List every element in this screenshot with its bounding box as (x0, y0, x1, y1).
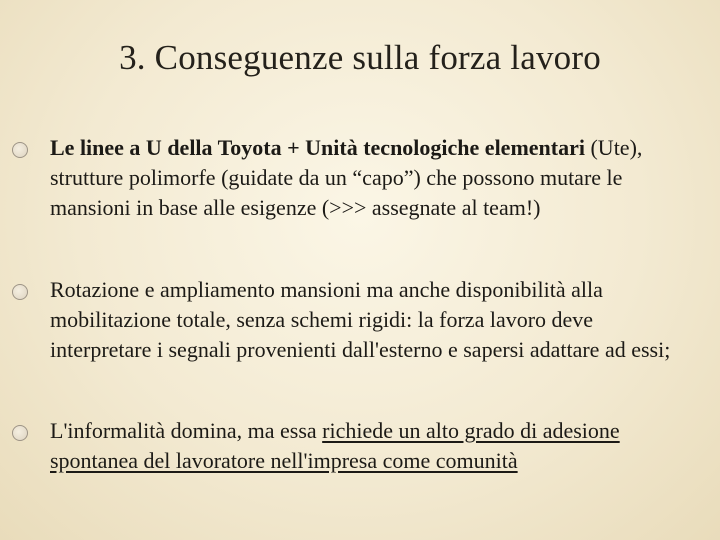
bullet-item (50, 275, 690, 365)
bullet-text: L'informalità domina, ma essa (50, 418, 323, 443)
bullet-text: Rotazione e ampliamento mansioni ma anche disponibilità alla mobilitazione totale, senza schemi rigidi: la forza lavoro deve interpretare i segnali provenienti dall'esterno e sapersi adattare ad essi; (50, 277, 671, 362)
bullet-circle-icon (12, 284, 28, 300)
bullet-underlined-text: richiede un alto grado di adesione spontanea del lavoratore nell'impresa come comunità (50, 418, 620, 473)
bullet-item (50, 133, 690, 223)
slide-title: 3. Conseguenze sulla forza lavoro (119, 38, 601, 77)
bullet-text: (Ute), strutture polimorfe (guidate da un “capo”) che possono mutare le mansioni in base alle esigenze (>>> assegnate al team!) (50, 135, 643, 220)
bullet-circle-icon (12, 425, 28, 441)
bullet-item (50, 416, 690, 476)
bullet-circle-icon (12, 142, 28, 158)
bullet-bold-text: Le linee a U della Toyota + Unità tecnologiche elementari (50, 135, 585, 160)
